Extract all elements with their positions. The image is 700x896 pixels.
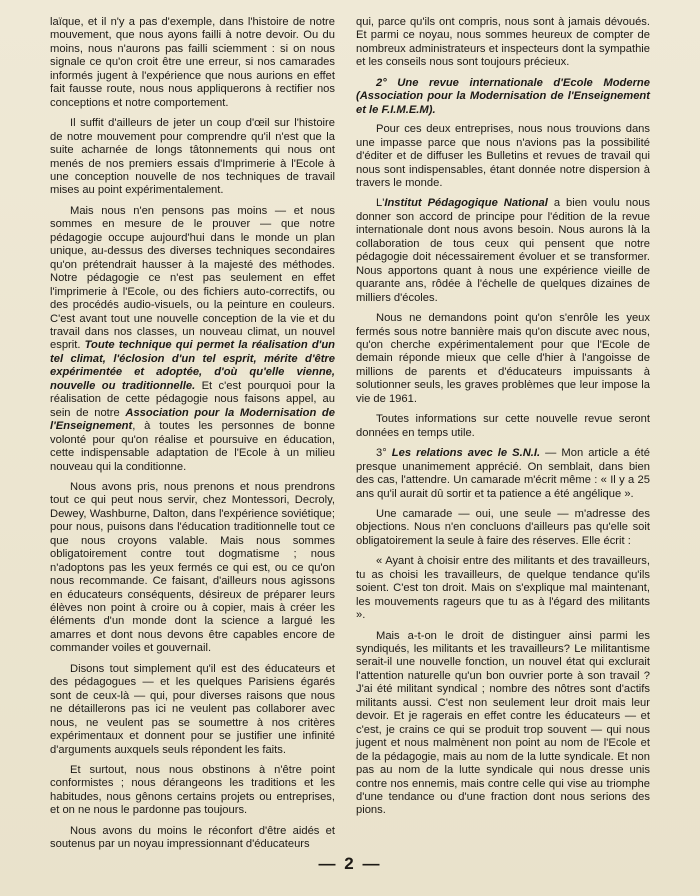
right-column	[356, 16, 650, 825]
text-run: 3°	[376, 447, 392, 460]
paragraph: Pour ces deux entreprises, nous nous trouvions dans une impasse parce que nous n'avions pas la possibilité d'éditer et de diffuser les Bulletins et revues de travail qui nous sont indispensables, étant donnée notre dispersion à travers le monde.	[356, 123, 650, 189]
paragraph: Il suffit d'ailleurs de jeter un coup d'œil sur l'histoire de notre mouvement pour comprendre qu'il n'est que la suite acharnée de longs tâtonnements qui nous ont menés de nos premiers essais d'Imprimerie à l'Ecole à une conception nouvelle de nos techniques de travail mises au point expérimentalement.	[50, 117, 335, 197]
text-run: Mais nous n'en pensons pas moins — et nous sommes en mesure de le prouver — que notre pédagogie occupe aujourd'hui dans le monde un plan unique, au-dessus des diverses techniques secondaires qu'on prétendrait hausser à la majesté des méthodes. Notre pédagogie ce n'est pas seulement en effet l'imprimerie à l'Ecole, ou des fichiers auto-correctifs, ou des procédés audio-visuels, ou la peinture en couleurs. C'est avant tout une nouvelle conception de la vie et du travail dans nos classes, un nouveau climat, un nouvel esprit.	[50, 204, 335, 352]
paragraph: Toutes informations sur cette nouvelle revue seront données en temps utile.	[356, 413, 650, 439]
paragraph	[356, 197, 650, 305]
paragraph: Nous avons du moins le réconfort d'être aidés et soutenus par un noyau impressionnant d'éducateurs	[50, 824, 335, 851]
paragraph	[356, 447, 650, 501]
paragraph: Une camarade — oui, une seule — m'adresse des objections. Nous n'en concluons d'ailleurs pas qu'elle soit obligatoirement la seule à faire des réserves. Elle écrit :	[356, 507, 650, 547]
paragraph: Et surtout, nous nous obstinons à n'être point conformistes ; nous dérangeons les traditions et les habitudes, nous gênons certains projets ou entreprises, et on ne nous le pardonne pas toujours.	[50, 764, 335, 817]
quotation: « Ayant à choisir entre des militants et des travailleurs, tu as choisi les travailleurs, de quelque tendance qu'ils soient. C'est ton droit. Mais on s'explique mal maintenant, les mouvements rageurs que tu as à l'égard des militants ».	[356, 555, 650, 622]
paragraph: Mais a-t-on le droit de distinguer ainsi parmi les syndiqués, les militants et les travailleurs? Le militantisme serait-il une nouvelle fonction, un nouvel état qui exclurait l'attention naturelle qu'un bon ouvrier porte à son travail ? J'ai été militant syndical ; nombre des nôtres sont d'actifs militants aussi. C'est non seulement leur droit mais leur devoir. Et je ragerais en effet contre les éducateurs — et c'est, je crains ce qui se produit trop souvent — qui nous jugent et nous malmènent non point au nom de l'Ecole et de la pédagogie, mais au nom de la lutte syndicale. Et non pas au nom de la lutte syndicale qui nous dresse unis contre nos ennemis, mais contre celle qui vise au triomphe d'une tendance ou d'une fraction dont nous serions des pions.	[356, 629, 650, 817]
emphasis-text: Toute technique qui permet la réalisation d'un tel climat, l'éclosion d'un tel esprit, mérite d'être expérimentée et adoptée, d'où qu'elle vienne, nouvelle ou traditionnelle.	[50, 339, 335, 392]
text-run: a bien voulu nous donner son accord de principe pour l'édition de la revue internationale dont nous avons besoin. Nous aurons là la collaboration de tous ceux qui pensent que notre pédagogie doit nécessairement évoluer et se transformer. Nous apportons quant à nous une expérience vieille de quarante ans, rôdée à l'échelle de quelques dizaines de milliers d'écoles.	[356, 197, 651, 304]
section-heading-inline: Les relations avec le S.N.I.	[391, 447, 541, 460]
text-run: , à toutes les personnes de bonne volonté pour qu'on réalise et poursuive en éducation, cette indispensable adaptation de l'Ecole à un milieu nouveau qui la conditionne.	[50, 420, 335, 473]
section-heading: 2° Une revue internationale d'Ecole Moderne (Association pour la Modernisation de l'Enseignement et le F.I.M.E.M).	[356, 76, 650, 116]
paragraph: Nous avons pris, nous prenons et nous prendrons tout ce qui peut nous servir, chez Montessori, Decroly, Dewey, Washburne, Dalton, dans l'expérience soviétique; pour nous, puisons dans l'éducation traditionnelle tout ce que nous croyons valable. Mais nous sommes obligatoirement contre tout dogmatisme ; nous n'adoptons pas les yeux fermés ce qui est, ou ce qu'on nous recommande. Ce faisant, d'ailleurs nous agissons en éducateurs conséquents, désireux de préparer leurs élèves non point à croire ou à copier, mais à créer les éléments d'un monde dont la science a largué les amarres et dont nous devons être capables encore de commander voiles et gouvernail.	[50, 480, 335, 655]
emphasis-text: Association pour la Modernisation de l'Enseignement	[50, 406, 335, 433]
paragraph: Nous ne demandons point qu'on s'enrôle les yeux fermés sous notre bannière mais qu'on discute avec nous, qu'on cherche expérimentalement pour que l'Ecole de demain réponde mieux que celle d'hier à l'angoisse de millions de parents et d'éducateurs impuissants à solutionner seuls, les graves problèmes que leur impose la vie de 1961.	[356, 312, 650, 405]
paragraph: Disons tout simplement qu'il est des éducateurs et des pédagogues — et les quelques Parisiens égarés sont de ceux-là — qui, pour diverses raisons que nous ne détaillerons pas ici ne veulent pas collaborer avec nous, ne veulent pas se soumettre à nos critères expérimentaux et donnent pour se justifier une infinité d'arguments auxquels seuls répondent les faits.	[50, 662, 335, 756]
paragraph: laïque, et il n'y a pas d'exemple, dans l'histoire de notre mouvement, que nous ayons failli à notre devoir. Ou du moins, nous n'aurons pas failli sciemment : si on nous signale ce qu'on croit être une erreur, si nos camarades informés jugent à l'expérience que nous aurions en effet fait fausse route, nous nous appliquerons à rectifier nos conceptions et notre comportement.	[50, 16, 335, 109]
paragraph: qui, parce qu'ils ont compris, nous sont à jamais dévoués. Et parmi ce noyau, nous sommes heureux de compter de nombreux administrateurs et inspecteurs dont la sympathie et les conseils nous sont toujours précieux.	[356, 16, 650, 69]
paragraph	[50, 205, 335, 474]
emphasis-text: Institut Pédagogique National	[384, 197, 548, 210]
page-number: — 2 —	[318, 854, 382, 873]
left-column	[50, 16, 335, 859]
text-run: Et c'est pourquoi pour la réalisation de cette pédagogie nous faisons appel, au sein de notre	[50, 379, 335, 419]
text-run: — Mon article a été presque unanimement apprécié. On semblait, dans bien des cas, l'attendre. Un camarade m'écrit même : « Il y a 25 ans qu'il aurait dû sortir et ta patience a été angélique ».	[356, 447, 650, 500]
text-run: L'	[376, 197, 385, 210]
